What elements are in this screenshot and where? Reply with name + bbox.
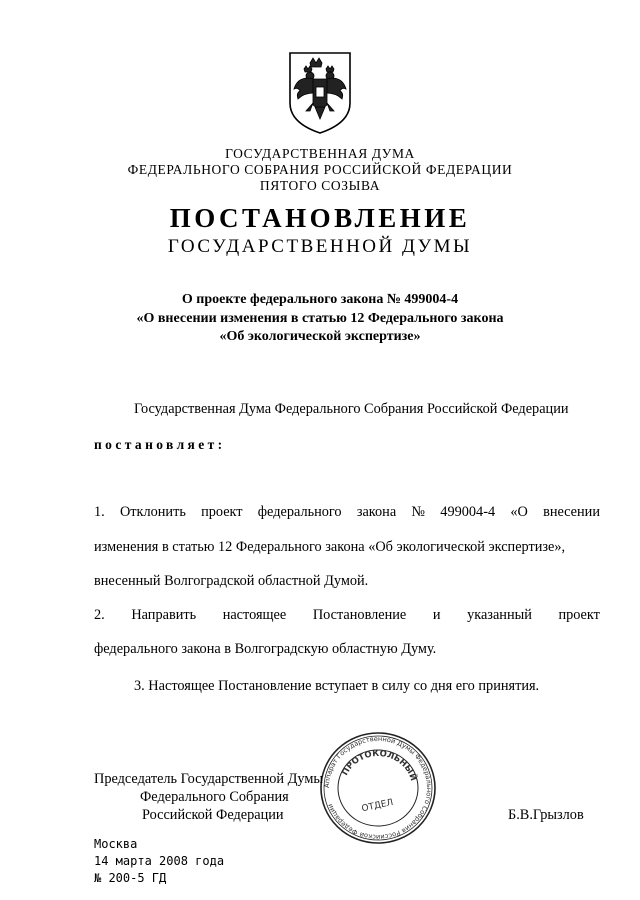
- org-line-1: ГОСУДАРСТВЕННАЯ ДУМА: [225, 146, 415, 161]
- word: и: [432, 607, 441, 623]
- word: настоящее: [222, 607, 287, 623]
- word: 499004-4: [440, 504, 496, 520]
- org-line-2: ФЕДЕРАЛЬНОГО СОБРАНИЯ РОССИЙСКОЙ ФЕДЕРАЦИИ: [127, 162, 513, 177]
- issue-date: 14 марта 2008 года: [94, 854, 225, 868]
- signatory-name: Б.В.Грызлов: [508, 807, 584, 823]
- word: Постановление: [312, 607, 407, 623]
- signatory-role-line-1: Председатель Государственной Думы: [94, 771, 323, 787]
- paragraph-1-line-2: изменения в статью 12 Федерального закона «Об экологической экспертизе»,: [94, 539, 566, 555]
- word: указанный: [467, 607, 532, 623]
- document-number: № 200-5 ГД: [94, 871, 167, 885]
- word: внесении: [543, 504, 600, 520]
- paragraph-2-line-1: [94, 606, 600, 624]
- svg-text:ОТДЕЛ: ОТДЕЛ: [360, 797, 395, 815]
- intro-text: Государственная Дума Федерального Собрания Российской Федерации: [134, 401, 569, 417]
- word: «О: [510, 504, 528, 520]
- org-line-3: ПЯТОГО СОЗЫВА: [259, 178, 381, 193]
- word: Направить: [131, 607, 197, 623]
- document-title: ПОСТАНОВЛЕНИЕ: [169, 203, 471, 233]
- paragraph-2-line-2: федерального закона в Волгоградскую областную Думу.: [94, 641, 437, 657]
- word: №: [411, 504, 426, 520]
- word: проект: [558, 607, 600, 623]
- svg-text:ПРОТОКОЛЬНЫЙ: ПРОТОКОЛЬНЫЙ: [340, 748, 419, 783]
- paragraph-1-line-3: внесенный Волгоградской областной Думой.: [94, 573, 369, 589]
- paragraph-1-line-1: [94, 503, 600, 521]
- word: 2.: [94, 607, 105, 623]
- document-subtitle: ГОСУДАРСТВЕННОЙ ДУМЫ: [167, 236, 473, 257]
- issue-city: Москва: [94, 837, 138, 851]
- word: 1.: [94, 504, 105, 520]
- paragraph-3: 3. Настоящее Постановление вступает в силу со дня его принятия.: [134, 678, 540, 694]
- subject-line-1: О проекте федерального закона № 499004-4: [181, 292, 459, 307]
- subject-line-3: «Об экологической экспертизе»: [219, 329, 421, 344]
- svg-text:Аппарат Государственной Думы Ф: Аппарат Государственной Думы Федерального Собрания Российской Федерации: [322, 734, 434, 842]
- word: проект: [201, 504, 243, 520]
- resolves-text: постановляет:: [94, 437, 226, 452]
- coat-of-arms-emblem: [284, 49, 356, 135]
- word: закона: [356, 504, 397, 520]
- signatory-role-line-2: Федерального Собрания: [140, 789, 289, 805]
- official-seal-stamp: [318, 730, 438, 846]
- signatory-role-line-3: Российской Федерации: [142, 807, 284, 823]
- word: федерального: [257, 504, 342, 520]
- word: Отклонить: [119, 504, 186, 520]
- subject-line-2: «О внесении изменения в статью 12 Федерального закона: [136, 311, 504, 326]
